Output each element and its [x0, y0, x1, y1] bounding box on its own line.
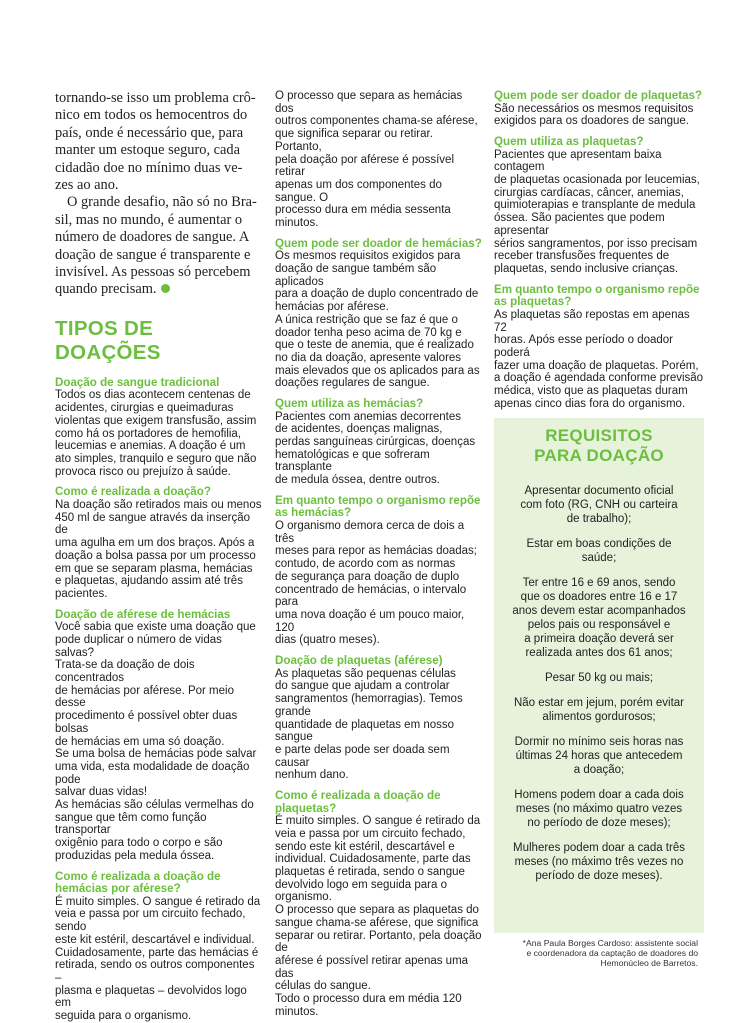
line: O processo que separa as hemácias dos — [275, 90, 463, 115]
line: São necessários os mesmos requisitos — [494, 102, 694, 115]
line: horas. Após esse período o doador poderá — [494, 334, 674, 359]
line: outros componentes chama-se aférese, — [275, 115, 478, 128]
line: de medula óssea, dentre outros. — [275, 474, 440, 487]
line: quantidade de plaquetas em nosso sangue — [275, 718, 455, 744]
line: de plaquetas ocasionada por leucemias, — [494, 174, 700, 186]
line: médica, visto que as plaquetas duram — [494, 385, 688, 398]
line: mais elevados que os aplicados para as — [275, 364, 480, 377]
line: minutos. — [275, 1005, 319, 1018]
subheading-platelet-recovery — [494, 284, 704, 309]
subheading-how-platelet — [275, 790, 482, 815]
line: para a doação de duplo concentrado de — [275, 288, 479, 301]
line: sil, mas no mundo, é aumentar o — [55, 211, 243, 228]
subheading-platelet-apheresis: Doação de plaquetas (aférese) — [275, 654, 443, 668]
line: aférese é possível retirar apenas uma das — [275, 954, 469, 980]
line: uma nova doação é um pouco maior, 120 — [275, 608, 465, 634]
line: dias (quatro meses). — [275, 634, 380, 647]
line: REQUISITOS — [545, 426, 653, 445]
line: Cuidadosamente, parte das hemácias é — [55, 946, 259, 959]
line: Você sabia que existe uma doação que — [55, 621, 256, 634]
line: plaquetas? — [275, 801, 337, 815]
line: Como é realizada a doação de — [55, 869, 221, 883]
line: e parte delas pode ser doada sem causar — [275, 743, 450, 769]
requirement-item — [494, 671, 704, 685]
line: plaquetas, sendo inclusive crianças. — [494, 262, 679, 275]
line: doador tenha peso acima de 70 kg e — [275, 326, 462, 339]
line: As plaquetas são repostas em apenas 72 — [494, 308, 690, 334]
line: cirurgias cardíacas, câncer, anemias, — [494, 186, 684, 199]
subheading-red-recovery — [275, 495, 482, 520]
paragraph-apheresis-process — [275, 90, 482, 230]
line: veia e passa por um circuito fechado, — [275, 827, 466, 840]
line: período de doze meses). — [535, 870, 663, 882]
line: quimioterapias e transplante de medula — [494, 199, 696, 212]
line: doação a bolsa passa por um processo — [55, 549, 256, 562]
line: A única restrição que se faz é que o — [275, 313, 458, 326]
line: que os doadores entre 16 e 17 — [520, 591, 678, 603]
line: de hemácias por aférese. Por meio desse — [55, 684, 234, 710]
line: a doação é agendada conforme previsão — [494, 372, 704, 385]
line: devolvido logo em seguida para o — [275, 878, 447, 891]
line: sérios sangramentos, por isso precisam — [494, 237, 698, 250]
line: receber transfusões frequentes de — [494, 250, 670, 263]
line: Em quanto tempo o organismo repõe — [494, 282, 700, 296]
line: as plaquetas? — [494, 295, 572, 309]
line: Estar em boas condições de — [526, 538, 672, 550]
subheading-who-red-donor: Quem pode ser doador de hemácias? — [275, 236, 482, 250]
line: as hemácias? — [275, 506, 352, 520]
line: pode duplicar o número de vidas salvas? — [55, 633, 222, 659]
line: sangue que têm como função transportar — [55, 811, 207, 837]
line: que o teste de anemia, que é realizado — [275, 339, 474, 352]
paragraph-platelet-recovery — [494, 309, 704, 411]
line: concentrado de hemácias, o intervalo para — [275, 583, 467, 609]
requirement-item — [494, 788, 704, 830]
line: a doação; — [573, 764, 625, 776]
line: É muito simples. O sangue é retirado da — [55, 895, 261, 908]
line: uma agulha em um dos braços. Após a — [55, 537, 255, 550]
line: últimas 24 horas que antecedem — [515, 750, 683, 762]
line: PARA DOAÇÃO — [534, 446, 664, 465]
subheading-who-uses-red: Quem utiliza as hemácias? — [275, 397, 424, 411]
line: Ter entre 16 e 69 anos, sendo — [522, 577, 676, 589]
line: cidadão doe no mínimo duas ve- — [55, 159, 243, 176]
requirement-item — [494, 841, 704, 883]
line: Na doação são retirados mais ou menos — [55, 498, 262, 511]
subheading-who-platelet-donor: Quem pode ser doador de plaquetas? — [494, 89, 703, 102]
column-middle — [275, 90, 482, 1018]
line: sangue chama-se aférese, que significa — [275, 916, 479, 929]
line: contudo, de acordo com as normas — [275, 558, 456, 571]
line: doação de sangue é transparente e — [55, 246, 251, 263]
line: apenas um dos componentes do sangue. O — [275, 178, 442, 204]
line: processo dura em média sessenta minutos. — [275, 204, 451, 230]
line: Se uma bolsa de hemácias pode salvar — [55, 748, 257, 761]
line: em que se separam plasma, hemácias — [55, 562, 253, 575]
line: de segurança para doação de duplo — [275, 570, 460, 583]
line: Hemonúcleo de Barretos. — [600, 958, 698, 968]
line: meses (no máximo três vezes no — [514, 856, 684, 868]
line: Pacientes com anemias decorrentes — [275, 410, 462, 423]
paragraph-who-uses-platelets — [494, 149, 704, 276]
line: O processo que separa as plaquetas do — [275, 904, 479, 917]
line: Não estar em jejum, porém evitar — [513, 697, 684, 709]
paragraph-traditional — [55, 389, 262, 478]
line: Dormir no mínimo seis horas nas — [514, 736, 684, 748]
line: nico em todos os hemocentros do — [55, 107, 248, 124]
line: O organismo demora cerca de dois a três — [275, 520, 465, 545]
line: quando precisam. — [55, 281, 157, 298]
line: pelos pais ou responsável e — [527, 619, 671, 631]
line: plasma e plaquetas – devolvidos logo em — [55, 984, 247, 1010]
line: sendo este kit estéril, descartável e — [275, 840, 455, 853]
line: de trabalho); — [566, 513, 632, 525]
line: células do sangue. — [275, 980, 371, 993]
line: realizada antes dos 61 anos; — [525, 647, 673, 659]
line: Todos os dias acontecem centenas de — [55, 389, 251, 402]
line: sangramentos (hemorragias). Temos grande — [275, 693, 463, 718]
line: nenhum dano. — [275, 769, 349, 782]
line: de acidentes, doenças malignas, — [275, 423, 443, 436]
line: doação de sangue também são aplicados — [275, 263, 437, 288]
line: país, onde é necessário que, para — [55, 124, 244, 141]
subheading-how-apheresis-red — [55, 871, 262, 896]
line: produzidas pela medula óssea. — [55, 849, 215, 862]
paragraph-how-platelet — [275, 815, 482, 1018]
paragraph-who-uses-red — [275, 411, 482, 487]
subheading-apheresis-red: Doação de aférese de hemácias — [55, 607, 231, 621]
line: Todo o processo dura em média 120 — [275, 993, 462, 1006]
line: hemácias por aférese. — [275, 301, 389, 314]
line: invisível. As pessoas só percebem — [55, 264, 251, 281]
requirements-title — [494, 426, 704, 466]
line: 450 ml de sangue através da inserção de — [55, 511, 250, 537]
requirement-item — [494, 735, 704, 777]
line: plaquetas é retirada, sendo o sangue — [275, 866, 465, 879]
line: no período de doze meses); — [527, 817, 671, 829]
line: a primeira doação deverá ser — [524, 633, 674, 645]
line: acidentes, cirurgias e queimaduras — [55, 402, 234, 415]
line: salvar duas vidas! — [55, 786, 148, 799]
section-title: TIPOS DE DOAÇÕES — [55, 316, 161, 364]
paragraph-how-donation — [55, 499, 262, 601]
subheading-how-donation: Como é realizada a doação? — [55, 485, 211, 499]
line: anos devem estar acompanhados — [512, 605, 686, 617]
line: Pesar 50 kg ou mais; — [544, 672, 654, 684]
line: hemácias por aférese? — [55, 882, 181, 896]
line: doações regulares de sangue. — [275, 377, 430, 390]
line: Em quanto tempo o organismo repõe — [275, 493, 481, 507]
paragraph-how-apheresis-red — [55, 896, 262, 1023]
line: As plaquetas são pequenas células — [275, 667, 456, 680]
line: pela doação por aférese é possível retirar — [275, 153, 455, 179]
line: Mulheres podem doar a cada três — [513, 842, 685, 854]
line: uma vida, esta modalidade de doação pode — [55, 760, 250, 786]
line: *Ana Paula Borges Cardoso: assistente social — [522, 938, 698, 948]
line: manter um estoque seguro, cada — [55, 142, 241, 159]
line: que significa separar ou retirar. Portanto, — [275, 128, 433, 153]
line: como há os portadores de hemofilia, — [55, 427, 242, 440]
requirement-item — [494, 484, 704, 526]
line: ato simples, tranquilo e seguro que não — [55, 452, 257, 465]
line: apenas cinco dias fora do organismo. — [494, 397, 686, 410]
requirement-item — [494, 696, 704, 724]
paragraph-apheresis-red — [55, 621, 262, 862]
intro-paragraph — [55, 90, 262, 194]
line: óssea. São pacientes que podem apresentar — [494, 212, 665, 237]
line: alimentos gordurosos; — [542, 711, 656, 723]
paragraph-who-red-donor — [275, 250, 482, 390]
line: número de doadores de sangue. A — [55, 229, 250, 246]
paragraph-who-platelet-donor — [494, 103, 704, 128]
line: provoca risco ou prejuízo à saúde. — [55, 465, 231, 478]
line: procedimento é possível obter duas bolsas — [55, 710, 238, 735]
line: As hemácias são células vermelhas do — [55, 799, 254, 812]
line: zes ao ano. — [55, 177, 119, 194]
line: Trata-se da doação de dois concentrados — [55, 659, 195, 685]
column-right — [494, 90, 704, 410]
line: violentas que exigem transfusão, assim — [55, 414, 257, 427]
challenge-paragraph — [55, 194, 262, 298]
line: com foto (RG, CNH ou carteira — [520, 499, 678, 511]
requirements-box — [494, 418, 704, 933]
line: no dia da doação, apresente valores — [275, 351, 462, 364]
line: seguida para o organismo. — [55, 1010, 192, 1023]
line: hematológicas e que sofreram transplante — [275, 448, 430, 474]
subheading-traditional: Doação de sangue tradicional — [55, 375, 220, 389]
line: saúde; — [581, 552, 617, 564]
line: meses (no máximo quatro vezes — [515, 803, 683, 815]
footnote — [498, 938, 698, 968]
line: este kit estéril, descartável e individual. — [55, 933, 255, 946]
line: pacientes. — [55, 587, 108, 600]
line: meses para repor as hemácias doadas; — [275, 545, 477, 558]
line: individual. Cuidadosamente, parte das — [275, 853, 471, 866]
line: veia e passa por um circuito fechado, sendo — [55, 908, 246, 934]
line: e coordenadora da captação de doadores do — [526, 948, 698, 958]
line: separar ou retirar. Portanto, pela doação de — [275, 929, 482, 955]
line: Homens podem doar a cada dois — [514, 789, 684, 801]
requirement-item — [494, 537, 704, 565]
line: retirada, sendo os outros componentes – — [55, 959, 255, 984]
line: Apresentar documento oficial — [524, 485, 674, 497]
subheading-who-uses-platelets: Quem utiliza as plaquetas? — [494, 135, 644, 148]
line: tornando-se isso um problema crô- — [55, 90, 256, 106]
line: do sangue que ajudam a controlar — [275, 680, 450, 693]
paragraph-red-recovery — [275, 520, 482, 647]
requirement-item — [494, 576, 704, 660]
line: oxigênio para todo o corpo e são — [55, 837, 223, 850]
line: de hemácias em uma só doação. — [55, 735, 225, 748]
column-left — [55, 90, 262, 1023]
line: leucemias e anemias. A doação é um — [55, 440, 246, 453]
line: e plaquetas, ajudando assim até três — [55, 575, 243, 588]
paragraph-platelet-apheresis — [275, 668, 482, 782]
line: Pacientes que apresentam baixa contagem — [494, 148, 662, 174]
line: Como é realizada a doação de — [275, 789, 441, 803]
line: O grande desafio, não só no Bra- — [67, 194, 257, 211]
line: exigidos para os doadores de sangue. — [494, 115, 690, 128]
line: perdas sanguíneas cirúrgicas, doenças — [275, 436, 476, 449]
line: organismo. — [275, 891, 332, 904]
line: É muito simples. O sangue é retirado da — [275, 815, 481, 828]
line: Os mesmos requisitos exigidos para — [275, 250, 461, 263]
end-bullet-icon — [161, 284, 170, 293]
line: fazer uma doação de plaquetas. Porém, — [494, 359, 699, 372]
